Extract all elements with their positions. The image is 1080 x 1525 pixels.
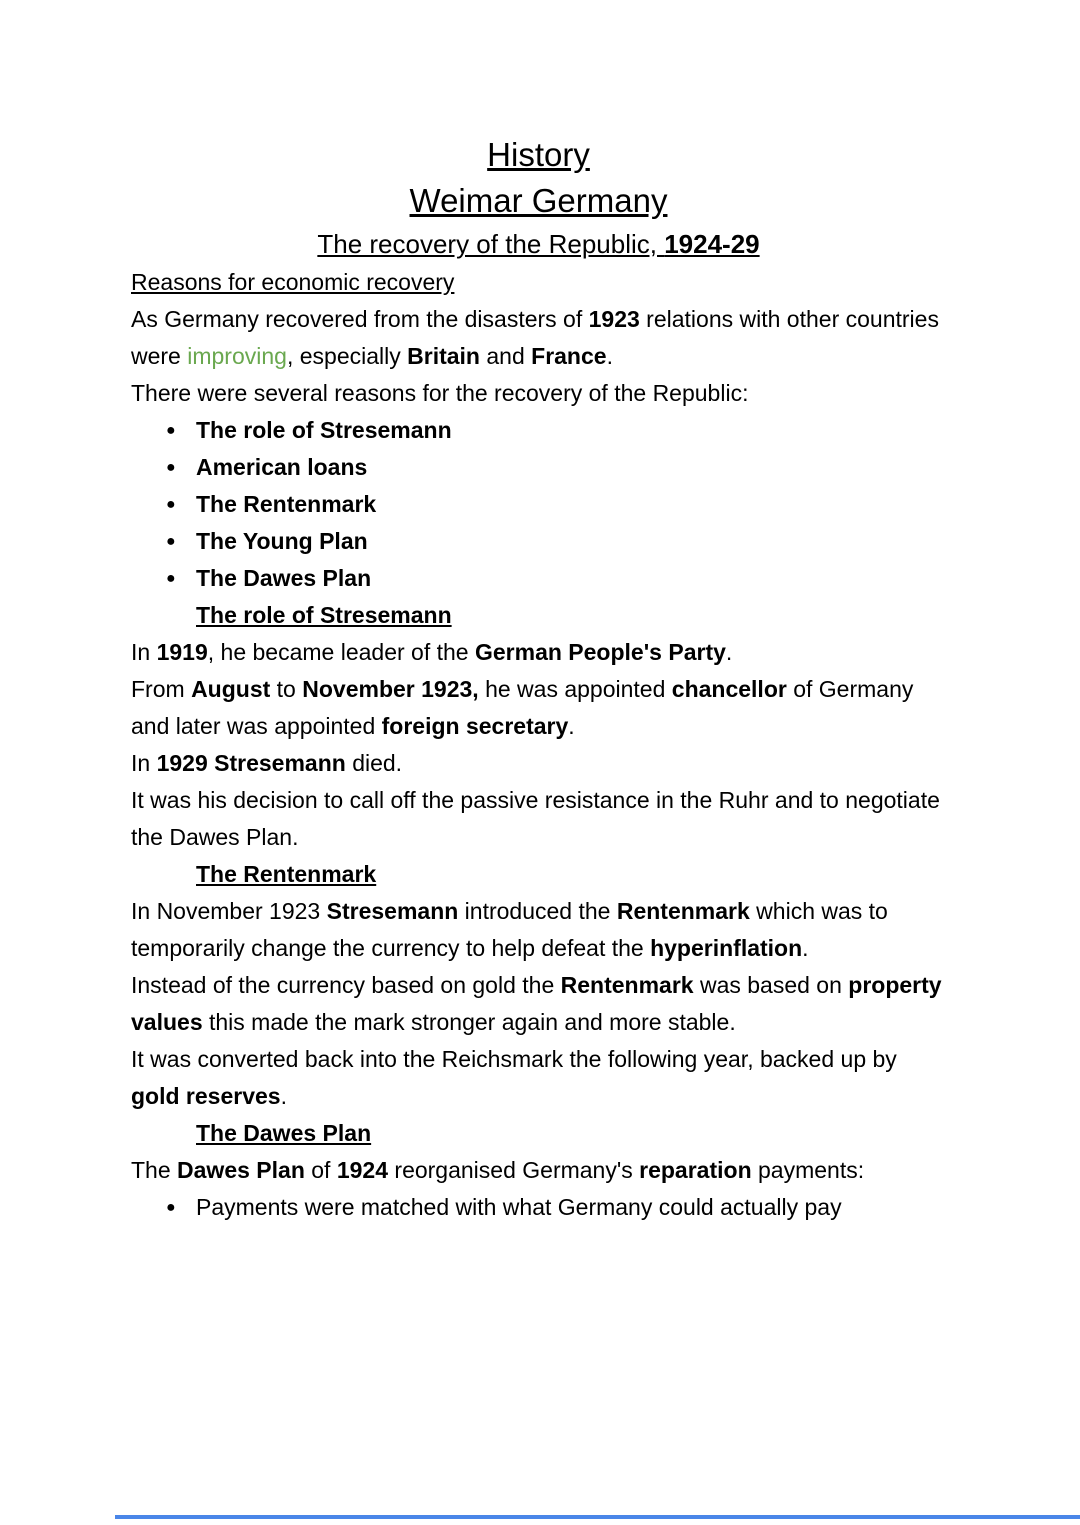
bullet-text	[196, 449, 946, 486]
text-run: he was appointed	[478, 676, 672, 702]
text-run: German People's Party	[474, 639, 726, 665]
text-run: History	[487, 136, 590, 173]
bullet-icon: ●	[166, 459, 176, 476]
text-run: introduced the	[458, 898, 617, 924]
bullet-icon: ●	[166, 1199, 176, 1216]
text-run: Weimar Germany	[409, 182, 668, 219]
text-run: reparation	[639, 1157, 752, 1183]
bullet-item	[131, 412, 946, 449]
text-run: Stresemann	[326, 898, 459, 924]
text-run: .	[568, 713, 575, 739]
text-run: American loans	[196, 454, 368, 480]
text-run: which was to temporarily change the currency to help defeat the	[131, 898, 888, 961]
text-run: Britain	[407, 343, 480, 369]
text-run: The role of Stresemann	[196, 417, 452, 443]
text-run: November 1923,	[302, 676, 479, 702]
paragraph	[131, 893, 946, 967]
text-run: The recovery of the Republic,	[317, 229, 665, 259]
text-run: August	[191, 676, 271, 702]
text-run: 1919	[156, 639, 208, 665]
sub-heading	[131, 597, 946, 634]
text-run: It was converted back into the Reichsmark the following year, backed up by	[131, 1046, 897, 1072]
text-run: 1929 Stresemann	[156, 750, 346, 776]
text-run: .	[280, 1083, 287, 1109]
text-run: .	[802, 935, 809, 961]
bullet-text	[196, 486, 946, 523]
text-run: .	[725, 639, 733, 665]
text-run: Rentenmark	[616, 898, 750, 924]
document-title	[131, 132, 946, 178]
bullet-item	[131, 523, 946, 560]
text-run: The Rentenmark	[196, 861, 377, 887]
text-run: France	[531, 343, 607, 369]
paragraph	[131, 782, 946, 856]
bullet-item	[131, 449, 946, 486]
text-run: reorganised Germany's	[388, 1157, 640, 1183]
text-run: 1924	[336, 1157, 389, 1183]
paragraph	[131, 1041, 946, 1115]
paragraph	[131, 967, 946, 1041]
text-run: Payments were matched with what Germany could actually pay	[196, 1194, 842, 1220]
text-run: this made the mark stronger again and more stable.	[202, 1009, 736, 1035]
text-run: In November 1923	[131, 898, 327, 924]
document-topic-line	[131, 224, 946, 264]
text-run: 1924-29	[664, 229, 760, 259]
text-run: The Dawes Plan	[196, 1120, 372, 1146]
text-run: to	[270, 676, 303, 702]
bullet-icon: ●	[166, 496, 176, 513]
text-run: The role of Stresemann	[196, 602, 452, 628]
text-run: The Dawes Plan	[196, 565, 372, 591]
paragraph	[131, 671, 946, 745]
text-run: The Young Plan	[196, 528, 368, 554]
text-run: Dawes Plan	[177, 1157, 305, 1183]
text-run: The	[131, 1157, 178, 1183]
paragraph	[131, 1152, 946, 1189]
bullet-text	[196, 560, 946, 597]
text-run: of Germany and later was appointed	[131, 676, 914, 739]
text-run: hyperinflation	[650, 935, 803, 961]
text-run: , especially	[286, 343, 408, 369]
text-run: From	[131, 676, 192, 702]
section-heading	[131, 264, 946, 301]
text-run: payments:	[751, 1157, 865, 1183]
text-run: foreign secretary	[381, 713, 569, 739]
text-run: It was his decision to call off the passive resistance in the Ruhr and to negotiate the Dawes Plan.	[131, 787, 940, 850]
bullet-icon: ●	[166, 570, 176, 587]
text-run: relations with other countries were	[131, 306, 939, 369]
document-subtitle	[131, 178, 946, 224]
text-run: improving	[187, 343, 287, 369]
bullet-icon: ●	[166, 422, 176, 439]
bullet-text	[196, 523, 946, 560]
text-run: As Germany recovered from the disasters of	[131, 306, 589, 332]
bullet-text	[196, 1189, 946, 1226]
paragraph	[131, 301, 946, 375]
text-run: In	[131, 750, 157, 776]
text-run: There were several reasons for the recovery of the Republic:	[131, 380, 749, 406]
text-run: property values	[131, 972, 942, 1035]
paragraph	[131, 634, 946, 671]
text-run: chancellor	[671, 676, 787, 702]
text-run: died.	[345, 750, 403, 776]
bullet-item	[131, 486, 946, 523]
text-run: , he became leader of the	[207, 639, 475, 665]
bullet-icon: ●	[166, 533, 176, 550]
text-run: .	[606, 343, 613, 369]
text-run: Instead of the currency based on gold the	[131, 972, 561, 998]
page-bottom-divider	[115, 1515, 1080, 1519]
sub-heading	[131, 1115, 946, 1152]
bullet-item	[131, 1189, 946, 1226]
paragraph	[131, 745, 946, 782]
text-run: was based on	[693, 972, 849, 998]
text-run: The Rentenmark	[196, 491, 377, 517]
text-run: Reasons for economic recovery	[131, 269, 455, 295]
text-run: and	[479, 343, 532, 369]
text-run: of	[304, 1157, 337, 1183]
text-run: 1923	[588, 306, 640, 332]
bullet-item	[131, 560, 946, 597]
text-run: Rentenmark	[560, 972, 694, 998]
paragraph	[131, 375, 946, 412]
bullet-text	[196, 412, 946, 449]
text-run: gold reserves	[131, 1083, 281, 1109]
text-run: In	[131, 639, 157, 665]
sub-heading	[131, 856, 946, 893]
